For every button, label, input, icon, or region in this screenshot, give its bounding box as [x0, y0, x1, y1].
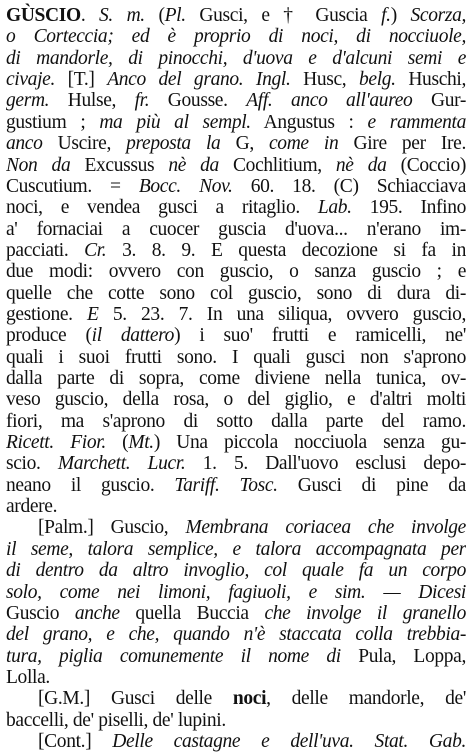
text-segment: veso guscio, della rosa, o del giglio, e d'altri molti	[6, 389, 466, 411]
text-segment: quali i suoi frutti sono. I quali gusci non s'aprono	[6, 346, 466, 368]
text-segment: due modi: ovvero con guscio, o sanza guscio ; e	[6, 261, 466, 283]
text-segment: il dattero	[91, 325, 175, 347]
text-segment: [G.M.] Gusci delle	[38, 688, 233, 710]
text-segment: Guscio	[6, 602, 75, 624]
text-segment: ) i suo' frutti e ramicelli, ne'	[174, 325, 466, 347]
text-segment: f.	[381, 5, 391, 26]
text-segment: di dentro da altro invoglio, col quale fa un corpo	[6, 560, 466, 582]
text-segment: tura, piglia comunemente il nome di	[6, 645, 341, 667]
text-segment: 5. 23. 7. In una siliqua, ovvero guscio,	[98, 303, 466, 325]
text-segment: anche	[74, 602, 120, 624]
text-segment: Angustus :	[250, 111, 368, 133]
text-segment: gustium ;	[6, 111, 100, 133]
text-segment: Mt.	[128, 432, 154, 453]
text-segment: Marchett. Lucr.	[57, 453, 186, 475]
text-segment: Tariff. Tosc.	[174, 474, 278, 496]
text-segment: 60. 18. (C) Schiacciava	[232, 175, 466, 197]
text-segment: germ.	[6, 90, 50, 112]
text-segment: Husc,	[290, 69, 359, 91]
text-segment: quelle che cotte sono col guscio, sono di dura di-	[6, 282, 466, 304]
text-segment: scio.	[6, 453, 58, 475]
text-segment: baccelli, de' piselli, de' lupini.	[6, 709, 226, 731]
text-segment: Gur-	[412, 90, 466, 112]
text-segment: Non da	[6, 154, 71, 176]
text-segment: noci, e vendea gusci a ritaglio.	[6, 197, 318, 219]
text-segment: S. m.	[99, 5, 145, 26]
text-segment: di mandorle, di pinocchi, d'uova e d'alcuni semi e	[6, 47, 466, 69]
text-segment: 1. 5. Dall'uovo esclusi depo-	[185, 453, 466, 475]
text-segment: Lab.	[317, 197, 352, 219]
text-segment: Ricett. Fior.	[6, 432, 106, 453]
text-segment: [T.]	[54, 69, 108, 91]
text-segment: Cr.	[84, 239, 107, 261]
text-segment: (Coccio)	[386, 154, 466, 176]
text-segment: e rammenta	[367, 111, 466, 133]
text-segment: )	[390, 5, 411, 26]
text-segment: 195. Infino	[351, 197, 466, 219]
text-segment: preposta la	[126, 133, 221, 155]
headword: GÙSCIO	[6, 5, 81, 26]
text-segment: Hulse,	[49, 90, 135, 112]
text-segment: anco	[6, 133, 43, 155]
text-segment: civaje.	[6, 69, 55, 91]
text-segment: dalla parte di sopra, come diviene nella tunica, ov-	[6, 368, 466, 389]
text-segment: Scorza,	[410, 5, 466, 26]
text-segment: Excussus	[70, 154, 169, 176]
text-segment: a' fornaciai a cuocer guscia d'uova... n'erano im-	[6, 218, 466, 240]
text-segment: Gousse.	[149, 90, 247, 112]
text-segment: fiori, ma s'aprono di sotto dalla parte del ramo.	[6, 410, 466, 432]
text-segment: Huschi,	[395, 69, 466, 91]
text-segment: gestione.	[6, 303, 87, 325]
text-segment: o Corteccia; ed è proprio di noci, di nocciuole,	[6, 26, 466, 48]
text-segment: che involge il granello	[264, 602, 466, 624]
text-segment: neano il guscio.	[6, 474, 175, 496]
text-segment: Anco del grano. Ingl.	[107, 69, 291, 91]
text-segment: 3. 8. 9. E questa decozione si fa in	[106, 239, 466, 261]
text-segment: fr.	[134, 90, 150, 112]
text-segment: il seme, talora semplice, e talora accompagnata per	[6, 538, 466, 560]
text-segment: ardere.	[6, 496, 58, 518]
text-segment: solo, come nei limoni, fagiuoli, e sim. — Dicesi	[6, 581, 466, 603]
text-segment: Uscire,	[42, 133, 127, 155]
text-segment: produce (	[6, 325, 92, 347]
text-segment: (	[144, 5, 165, 26]
text-segment: noci	[232, 688, 267, 710]
text-segment: Cochlitium,	[218, 154, 336, 176]
text-segment: nè da	[168, 154, 219, 176]
text-segment: Gusci di pine da	[277, 474, 466, 496]
text-segment: [Palm.] Guscio,	[38, 517, 186, 539]
text-segment: (	[105, 432, 129, 453]
text-segment: belg.	[358, 69, 396, 91]
text-segment: .	[80, 5, 100, 26]
text-segment: , delle mandorle, de'	[266, 688, 466, 710]
text-segment: ) Una piccola nocciuola senza gu-	[153, 432, 466, 453]
text-segment: nè da	[335, 154, 387, 176]
text-segment: Gire per Ire.	[338, 133, 466, 155]
text-segment: Bocc. Nov.	[138, 175, 233, 197]
text-segment: E	[86, 303, 99, 325]
text-segment: quella Buccia	[119, 602, 265, 624]
text-segment: pacciati.	[6, 239, 85, 261]
text-segment: del grano, e che, quando n'è staccata colla trebbia-	[6, 624, 466, 646]
text-segment: Lolla.	[6, 666, 50, 688]
text-segment: Membrana coriacea che involge	[185, 517, 466, 539]
text-segment: Pl.	[164, 5, 186, 26]
text-segment: Gusci, e † Guscia	[185, 5, 382, 26]
text-segment: ma più al sempl.	[99, 111, 251, 133]
text-segment: Cuscutium. =	[6, 175, 139, 197]
text-segment: come in	[269, 133, 339, 155]
text-segment: Aff. anco all'aureo	[246, 90, 413, 112]
text-line	[38, 729, 466, 754]
text-segment: [Cont.]	[38, 730, 113, 752]
text-segment: Pula, Loppa,	[340, 645, 466, 667]
text-segment: G,	[220, 133, 269, 155]
text-segment: Delle castagne e dell'uva. Stat. Gab.	[112, 730, 466, 752]
